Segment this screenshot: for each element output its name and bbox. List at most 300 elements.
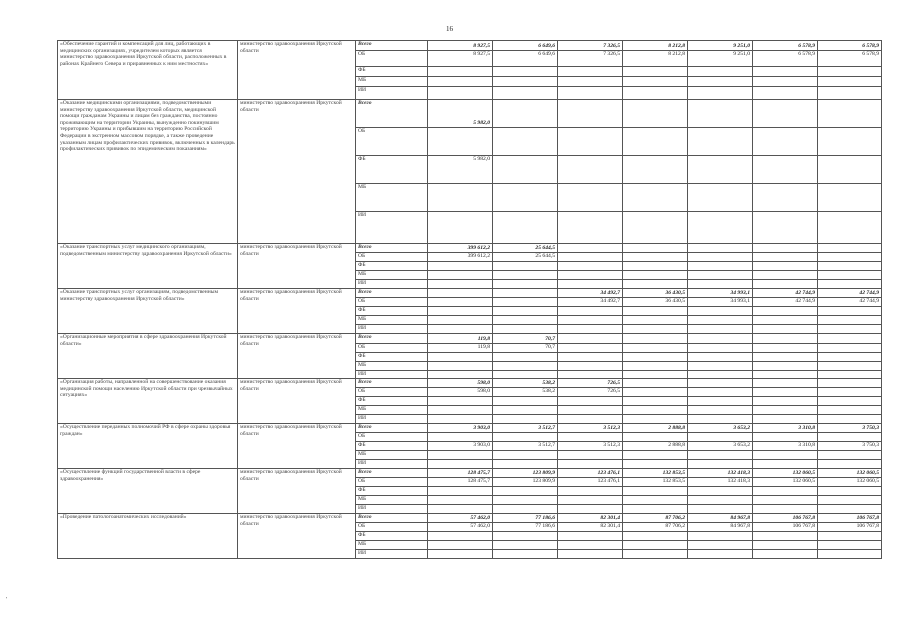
amount-cell: 36 430,5 — [623, 289, 688, 298]
amount-cell — [623, 397, 688, 406]
amount-cell — [818, 397, 882, 406]
amount-cell — [688, 271, 753, 280]
amount-cell: 6 578,9 — [753, 41, 818, 51]
amount-cell: 70,7 — [493, 344, 558, 353]
amount-cell — [493, 532, 558, 541]
amount-cell — [493, 77, 558, 87]
amount-cell — [688, 505, 753, 514]
amount-cell — [623, 460, 688, 469]
funding-source: МБ — [356, 451, 428, 460]
section-total-row — [58, 469, 882, 478]
measure-name: «Организация работы, направленной на совершенствование оказания медицинской помощи населению Иркутской области при чрезвычайных ситуациях» — [58, 379, 238, 424]
amount-cell: 6 649,6 — [493, 51, 558, 67]
amount-cell — [493, 362, 558, 371]
amount-cell — [558, 212, 623, 244]
amount-cell: 84 967,8 — [688, 514, 753, 523]
amount-cell — [558, 433, 623, 442]
amount-cell — [688, 496, 753, 505]
amount-cell — [753, 67, 818, 77]
amount-cell — [753, 451, 818, 460]
amount-cell — [558, 532, 623, 541]
amount-cell: 123 809,9 — [493, 478, 558, 487]
amount-cell — [818, 334, 882, 344]
funding-source: ОБ — [356, 433, 428, 442]
amount-cell — [753, 362, 818, 371]
amount-cell: 82 301,4 — [558, 523, 623, 532]
amount-cell — [558, 184, 623, 212]
amount-cell — [493, 100, 558, 128]
amount-cell: 34 993,1 — [688, 289, 753, 298]
amount-cell — [818, 388, 882, 397]
amount-cell — [558, 244, 623, 253]
amount-cell — [428, 262, 493, 271]
amount-cell — [753, 334, 818, 344]
amount-cell — [623, 550, 688, 559]
margin-mark: ' — [6, 597, 8, 603]
amount-cell: 399 612,2 — [428, 253, 493, 262]
section-total-row — [58, 244, 882, 253]
amount-cell — [688, 433, 753, 442]
funding-source: ИИ — [356, 325, 428, 334]
amount-cell — [688, 379, 753, 388]
amount-cell — [623, 307, 688, 316]
amount-cell — [753, 487, 818, 496]
amount-cell — [818, 433, 882, 442]
amount-cell: 8 212,8 — [623, 51, 688, 67]
funding-source: МБ — [356, 271, 428, 280]
amount-cell: 132 060,5 — [818, 469, 882, 478]
amount-cell — [623, 184, 688, 212]
amount-cell — [623, 244, 688, 253]
amount-cell — [493, 262, 558, 271]
amount-cell: 538,2 — [493, 388, 558, 397]
amount-cell: 132 853,5 — [623, 469, 688, 478]
amount-cell: 3 512,7 — [493, 424, 558, 433]
amount-cell — [493, 271, 558, 280]
amount-cell — [493, 156, 558, 184]
amount-cell — [688, 550, 753, 559]
section-total-row — [58, 379, 882, 388]
amount-cell — [428, 371, 493, 379]
amount-cell — [493, 415, 558, 424]
amount-cell: 3 750,3 — [818, 424, 882, 433]
amount-cell: 6 578,9 — [818, 51, 882, 67]
amount-cell — [818, 262, 882, 271]
amount-cell: 132 418,3 — [688, 469, 753, 478]
amount-cell: 3 653,2 — [688, 442, 753, 451]
amount-cell: 3 903,0 — [428, 442, 493, 451]
funding-source: ФБ — [356, 307, 428, 316]
executor-name: министерство здравоохранения Иркутской области — [238, 379, 356, 424]
amount-cell — [428, 415, 493, 424]
amount-cell — [753, 87, 818, 100]
amount-cell — [558, 325, 623, 334]
amount-cell — [818, 100, 882, 128]
amount-cell — [623, 353, 688, 362]
funding-source: ИИ — [356, 550, 428, 559]
amount-cell — [818, 156, 882, 184]
amount-cell — [623, 371, 688, 379]
funding-source: МБ — [356, 406, 428, 415]
funding-source: ФБ — [356, 532, 428, 541]
amount-cell — [623, 156, 688, 184]
amount-cell — [493, 460, 558, 469]
amount-cell — [428, 212, 493, 244]
amount-cell — [493, 325, 558, 334]
amount-cell: 119,8 — [428, 344, 493, 353]
funding-source: Всего — [356, 334, 428, 344]
funding-source: ОБ — [356, 51, 428, 67]
amount-cell — [818, 128, 882, 156]
amount-cell — [688, 253, 753, 262]
amount-cell — [558, 156, 623, 184]
funding-source: ОБ — [356, 128, 428, 156]
amount-cell — [753, 496, 818, 505]
amount-cell — [428, 280, 493, 289]
amount-cell: 132 853,5 — [623, 478, 688, 487]
amount-cell: 34 993,1 — [688, 298, 753, 307]
amount-cell: 119,8 — [428, 334, 493, 344]
amount-cell — [428, 362, 493, 371]
funding-source: ИИ — [356, 505, 428, 514]
amount-cell — [688, 334, 753, 344]
amount-cell — [688, 100, 753, 128]
amount-cell — [818, 212, 882, 244]
funding-source: Всего — [356, 379, 428, 388]
amount-cell — [428, 406, 493, 415]
amount-cell — [623, 262, 688, 271]
amount-cell — [558, 371, 623, 379]
amount-cell — [753, 100, 818, 128]
amount-cell: 6 649,6 — [493, 41, 558, 51]
amount-cell — [818, 87, 882, 100]
amount-cell — [428, 298, 493, 307]
amount-cell: 34 492,7 — [558, 289, 623, 298]
amount-cell — [818, 460, 882, 469]
amount-cell: 42 744,9 — [818, 289, 882, 298]
amount-cell — [558, 496, 623, 505]
amount-cell — [818, 184, 882, 212]
amount-cell — [753, 379, 818, 388]
amount-cell — [428, 532, 493, 541]
amount-cell — [688, 128, 753, 156]
amount-cell — [753, 460, 818, 469]
amount-cell: 726,5 — [558, 388, 623, 397]
amount-cell — [688, 406, 753, 415]
amount-cell — [493, 550, 558, 559]
amount-cell — [558, 362, 623, 371]
amount-cell — [688, 280, 753, 289]
amount-cell — [493, 433, 558, 442]
funding-source: ОБ — [356, 253, 428, 262]
funding-source: Всего — [356, 244, 428, 253]
amount-cell — [688, 344, 753, 353]
amount-cell — [623, 271, 688, 280]
amount-cell — [558, 280, 623, 289]
amount-cell — [428, 87, 493, 100]
funding-source: ИИ — [356, 280, 428, 289]
executor-name: министерство здравоохранения Иркутской области — [238, 514, 356, 559]
amount-cell — [493, 505, 558, 514]
amount-cell: 8 927,5 — [428, 51, 493, 67]
amount-cell — [558, 307, 623, 316]
amount-cell: 132 060,5 — [753, 478, 818, 487]
measure-name: «Оказание транспортных услуг организациям, подведомственным министерству здравоохранения Иркутской области» — [58, 289, 238, 334]
amount-cell — [753, 344, 818, 353]
amount-cell — [558, 253, 623, 262]
amount-cell — [493, 316, 558, 325]
measure-name: «Обеспечение гарантий и компенсаций для лиц, работающих в медицинских организациях, учредителем которых является министерство здравоохранения Иркутской области, расположенных в районах Крайнего Севера и приравненных к ним местностях» — [58, 41, 238, 100]
amount-cell — [818, 271, 882, 280]
amount-cell: 3 653,2 — [688, 424, 753, 433]
amount-cell: 399 612,2 — [428, 244, 493, 253]
amount-cell: 106 767,8 — [818, 523, 882, 532]
amount-cell — [428, 67, 493, 77]
amount-cell — [818, 344, 882, 353]
amount-cell — [623, 505, 688, 514]
amount-cell — [818, 67, 882, 77]
amount-cell — [428, 433, 493, 442]
amount-cell — [558, 460, 623, 469]
amount-cell — [558, 505, 623, 514]
amount-cell — [493, 87, 558, 100]
amount-cell — [623, 496, 688, 505]
amount-cell — [753, 262, 818, 271]
amount-cell — [688, 87, 753, 100]
funding-source: МБ — [356, 316, 428, 325]
funding-source: Всего — [356, 469, 428, 478]
amount-cell — [818, 353, 882, 362]
amount-cell — [428, 487, 493, 496]
funding-source: Всего — [356, 514, 428, 523]
amount-cell — [688, 353, 753, 362]
amount-cell — [623, 451, 688, 460]
funding-source: МБ — [356, 77, 428, 87]
amount-cell: 34 492,7 — [558, 298, 623, 307]
amount-cell — [688, 262, 753, 271]
amount-cell — [688, 541, 753, 550]
amount-cell — [753, 371, 818, 379]
amount-cell — [558, 344, 623, 353]
amount-cell — [688, 184, 753, 212]
amount-cell — [753, 406, 818, 415]
amount-cell — [688, 77, 753, 87]
amount-cell — [558, 397, 623, 406]
funding-source: МБ — [356, 184, 428, 212]
amount-cell — [558, 87, 623, 100]
section-total-row — [58, 100, 882, 128]
amount-cell — [688, 156, 753, 184]
section-total-row — [58, 424, 882, 433]
amount-cell: 3 512,3 — [558, 424, 623, 433]
amount-cell — [493, 184, 558, 212]
amount-cell — [688, 397, 753, 406]
amount-cell — [558, 406, 623, 415]
funding-source: ФБ — [356, 353, 428, 362]
amount-cell: 57 462,0 — [428, 514, 493, 523]
amount-cell — [623, 379, 688, 388]
funding-source: ФБ — [356, 442, 428, 451]
amount-cell — [818, 371, 882, 379]
amount-cell: 3 750,3 — [818, 442, 882, 451]
amount-cell — [753, 184, 818, 212]
amount-cell: 36 430,5 — [623, 298, 688, 307]
amount-cell — [428, 451, 493, 460]
amount-cell — [558, 415, 623, 424]
amount-cell: 598,0 — [428, 379, 493, 388]
amount-cell — [623, 128, 688, 156]
funding-source: МБ — [356, 541, 428, 550]
amount-cell — [753, 532, 818, 541]
amount-cell — [558, 334, 623, 344]
amount-cell — [428, 128, 493, 156]
page-number: 16 — [446, 25, 453, 33]
funding-source: МБ — [356, 496, 428, 505]
amount-cell — [818, 280, 882, 289]
amount-cell — [753, 505, 818, 514]
amount-cell — [558, 128, 623, 156]
amount-cell — [623, 541, 688, 550]
funding-source: ИИ — [356, 371, 428, 379]
funding-source: ОБ — [356, 523, 428, 532]
amount-cell — [753, 244, 818, 253]
amount-cell — [623, 316, 688, 325]
amount-cell — [688, 325, 753, 334]
funding-source: ИИ — [356, 415, 428, 424]
amount-cell — [688, 67, 753, 77]
amount-cell — [818, 406, 882, 415]
funding-source: Всего — [356, 100, 428, 128]
amount-cell — [753, 541, 818, 550]
amount-cell: 70,7 — [493, 334, 558, 344]
amount-cell — [688, 307, 753, 316]
amount-cell — [428, 307, 493, 316]
amount-cell — [623, 362, 688, 371]
executor-name: министерство здравоохранения Иркутской области — [238, 469, 356, 514]
amount-cell — [558, 67, 623, 77]
measure-name: «Организационные мероприятия в сфере здравоохранения Иркутской области» — [58, 334, 238, 379]
amount-cell — [493, 67, 558, 77]
amount-cell — [753, 156, 818, 184]
amount-cell: 106 767,8 — [753, 514, 818, 523]
funding-source: Всего — [356, 424, 428, 433]
amount-cell — [428, 460, 493, 469]
funding-source: ИИ — [356, 87, 428, 100]
amount-cell: 9 251,0 — [688, 41, 753, 51]
amount-cell — [818, 244, 882, 253]
amount-cell — [688, 532, 753, 541]
amount-cell: 3 512,3 — [558, 442, 623, 451]
amount-cell — [753, 212, 818, 244]
amount-cell — [623, 77, 688, 87]
amount-cell: 82 301,4 — [558, 514, 623, 523]
amount-cell — [428, 496, 493, 505]
amount-cell — [623, 334, 688, 344]
amount-cell — [558, 451, 623, 460]
amount-cell: 106 767,8 — [753, 523, 818, 532]
amount-cell — [623, 388, 688, 397]
amount-cell — [558, 271, 623, 280]
budget-table — [57, 40, 882, 559]
amount-cell — [753, 415, 818, 424]
funding-source: ОБ — [356, 478, 428, 487]
measure-name: «Осуществление переданных полномочий РФ в сфере охраны здоровья граждан» — [58, 424, 238, 469]
amount-cell: 6 578,9 — [753, 51, 818, 67]
amount-cell: 25 644,5 — [493, 253, 558, 262]
executor-name: министерство здравоохранения Иркутской области — [238, 289, 356, 334]
amount-cell: 3 310,8 — [753, 424, 818, 433]
amount-cell: 3 903,0 — [428, 424, 493, 433]
amount-cell: 77 186,6 — [493, 523, 558, 532]
executor-name: министерство здравоохранения Иркутской области — [238, 41, 356, 100]
amount-cell — [623, 67, 688, 77]
executor-name: министерство здравоохранения Иркутской области — [238, 334, 356, 379]
amount-cell — [753, 280, 818, 289]
amount-cell — [623, 325, 688, 334]
amount-cell: 5 982,0 — [428, 156, 493, 184]
amount-cell: 42 744,9 — [753, 289, 818, 298]
section-total-row — [58, 289, 882, 298]
amount-cell — [818, 253, 882, 262]
amount-cell — [688, 371, 753, 379]
executor-name: министерство здравоохранения Иркутской области — [238, 244, 356, 289]
measure-name: «Оказание медицинскими организациями, подведомственными министерству здравоохранения Иркутской области, медицинской помощи гражданам Украины и лицам без гражданства, постоянно проживающим на территории Украины, вынужденно покинувшим территорию Украины и прибывшим на территорию Российской Федерации в экстренном массовом порядке, а также проведение указанным лицам профилактических прививок, включенных в календарь профилактических прививок по эпидемическим показаниям» — [58, 100, 238, 244]
amount-cell — [818, 532, 882, 541]
amount-cell — [818, 316, 882, 325]
amount-cell: 8 212,8 — [623, 41, 688, 51]
amount-cell: 5 982,0 — [428, 100, 493, 128]
amount-cell — [753, 325, 818, 334]
amount-cell — [688, 244, 753, 253]
amount-cell: 6 578,9 — [818, 41, 882, 51]
amount-cell — [818, 415, 882, 424]
amount-cell — [688, 415, 753, 424]
amount-cell — [558, 541, 623, 550]
amount-cell — [753, 128, 818, 156]
amount-cell: 538,2 — [493, 379, 558, 388]
amount-cell — [493, 371, 558, 379]
amount-cell: 25 644,5 — [493, 244, 558, 253]
amount-cell — [623, 406, 688, 415]
amount-cell — [493, 128, 558, 156]
amount-cell — [623, 87, 688, 100]
funding-source: ФБ — [356, 262, 428, 271]
amount-cell — [818, 451, 882, 460]
amount-cell: 598,0 — [428, 388, 493, 397]
amount-cell — [688, 451, 753, 460]
amount-cell — [428, 397, 493, 406]
section-total-row — [58, 334, 882, 344]
amount-cell — [428, 184, 493, 212]
amount-cell — [818, 362, 882, 371]
funding-source: ФБ — [356, 397, 428, 406]
amount-cell — [428, 505, 493, 514]
amount-cell — [753, 253, 818, 262]
amount-cell: 87 706,2 — [623, 523, 688, 532]
amount-cell — [558, 550, 623, 559]
amount-cell — [623, 212, 688, 244]
amount-cell — [818, 77, 882, 87]
amount-cell — [753, 550, 818, 559]
amount-cell — [428, 550, 493, 559]
executor-name: министерство здравоохранения Иркутской области — [238, 100, 356, 244]
amount-cell — [753, 388, 818, 397]
amount-cell — [753, 316, 818, 325]
amount-cell — [753, 271, 818, 280]
amount-cell — [623, 487, 688, 496]
amount-cell — [493, 451, 558, 460]
funding-source: ИИ — [356, 460, 428, 469]
